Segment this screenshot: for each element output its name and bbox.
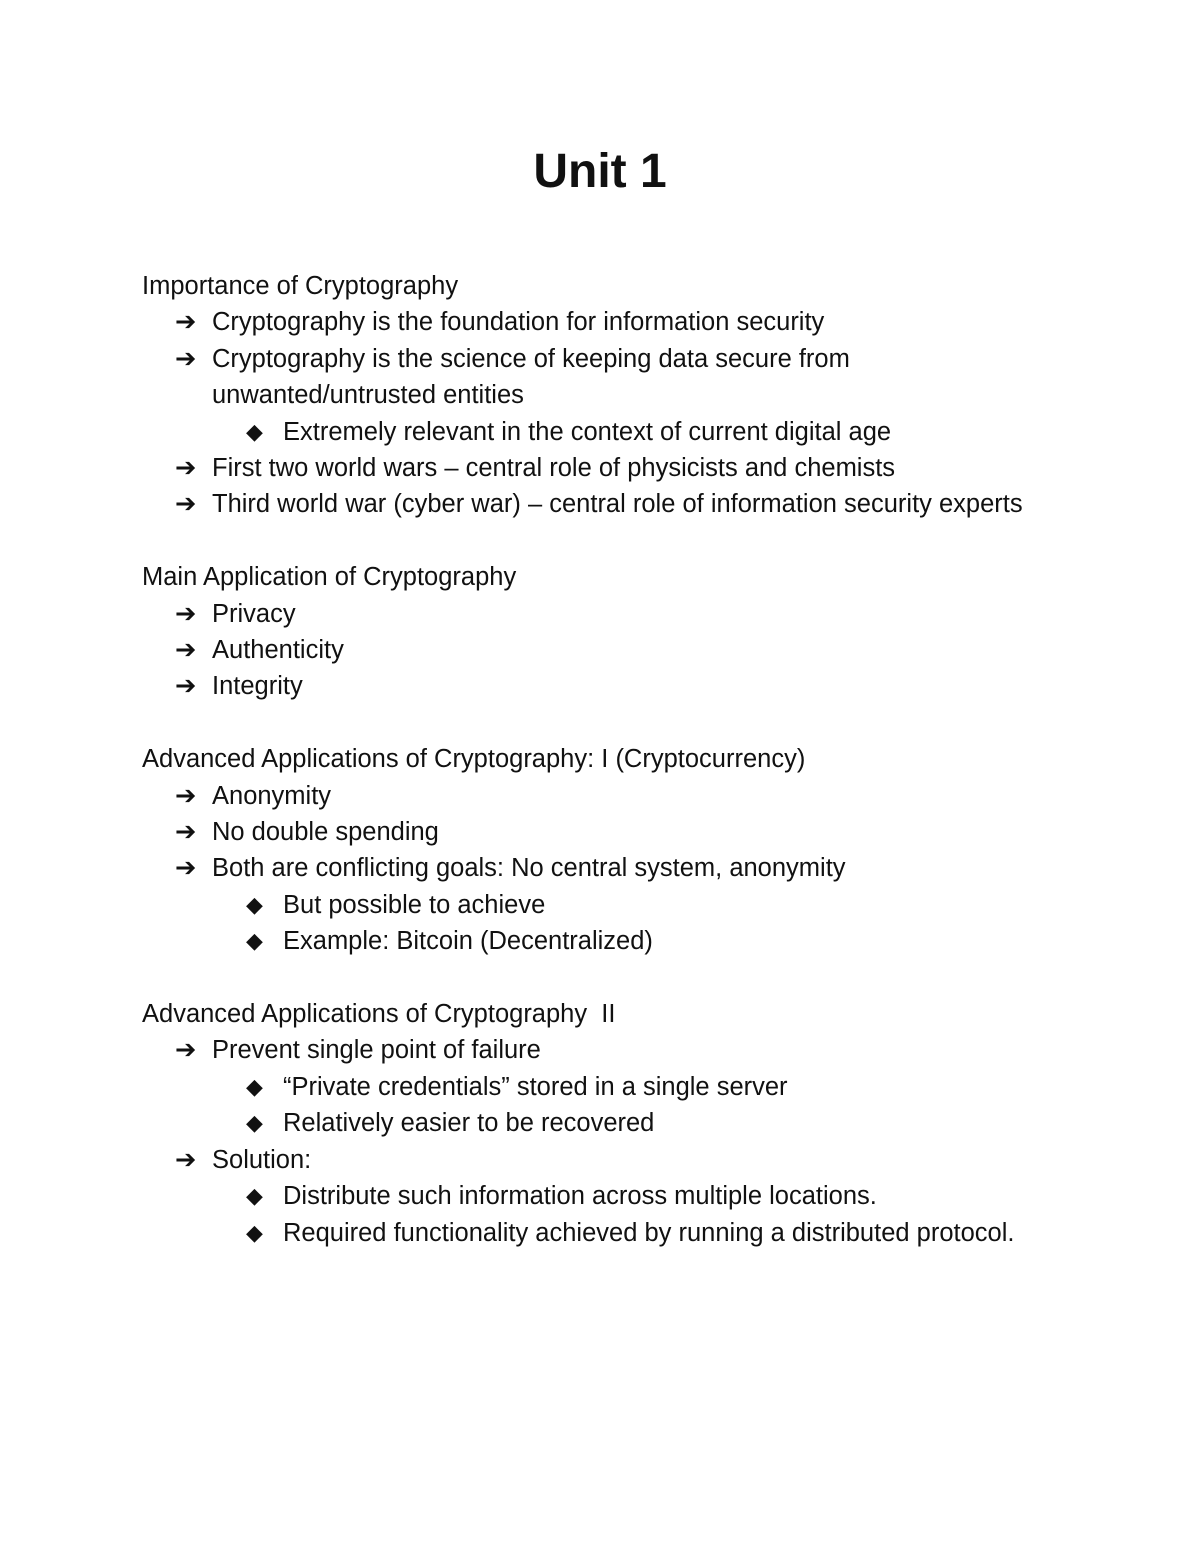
diamond-bullet-icon: ◆ (246, 1110, 263, 1136)
list-item (142, 668, 1062, 704)
list-item (142, 778, 1062, 814)
bullet-list (142, 778, 1062, 960)
list-item (142, 450, 1062, 486)
diamond-bullet-icon: ◆ (246, 891, 263, 917)
diamond-bullet-icon: ◆ (246, 1219, 263, 1245)
section-advanced-applications-1 (142, 741, 1062, 959)
section-heading: Main Application of Cryptography (142, 563, 517, 592)
list-item (142, 1178, 1062, 1214)
list-item-text: Distribute such information across multiple locations. (283, 1182, 877, 1211)
list-item (142, 1105, 1062, 1141)
list-item (142, 1032, 1062, 1068)
bullet-list (142, 596, 1062, 705)
diamond-bullet-icon: ◆ (246, 1073, 263, 1099)
list-item-text: Authenticity (212, 636, 344, 665)
diamond-bullet-icon: ◆ (246, 1183, 263, 1209)
arrow-bullet-icon: ➔ (175, 1145, 197, 1174)
arrow-bullet-icon: ➔ (175, 599, 197, 628)
diamond-bullet-icon: ◆ (246, 418, 263, 444)
list-item-text: Anonymity (212, 781, 332, 810)
arrow-bullet-icon: ➔ (175, 308, 197, 337)
section-heading: Importance of Cryptography (142, 272, 459, 300)
section-main-application (142, 559, 1062, 705)
list-item-text: Cryptography is the foundation for information security (212, 308, 825, 337)
list-item-text: “Private credentials” stored in a single server (283, 1072, 788, 1101)
list-item-text: Required functionality achieved by running a distributed protocol. (283, 1218, 1015, 1247)
list-item-text: First two world wars – central role of physicists and chemists (212, 454, 896, 483)
list-item-text: Prevent single point of failure (212, 1036, 541, 1065)
list-item (142, 632, 1062, 668)
list-item-text: Cryptography is the science of keeping data secure from unwanted/untrusted entities (212, 344, 850, 410)
arrow-bullet-icon: ➔ (175, 1036, 197, 1065)
list-item-text: Example: Bitcoin (Decentralized) (283, 927, 653, 956)
list-item (142, 850, 1062, 886)
bullet-list (142, 304, 1062, 522)
list-item-text: Privacy (212, 599, 296, 628)
list-item (142, 1069, 1062, 1105)
list-item (142, 923, 1062, 959)
arrow-bullet-icon: ➔ (175, 818, 197, 847)
arrow-bullet-icon: ➔ (175, 854, 197, 883)
list-item (142, 1215, 1062, 1251)
arrow-bullet-icon: ➔ (175, 490, 197, 519)
list-item-text: But possible to achieve (283, 890, 546, 919)
section-heading: Advanced Applications of Cryptography: I (Cryptocurrency) (142, 745, 806, 774)
list-item (142, 887, 1062, 923)
list-item-text: Relatively easier to be recovered (283, 1109, 655, 1138)
list-item (142, 814, 1062, 850)
list-item (142, 341, 1062, 414)
section-advanced-applications-2 (142, 996, 1062, 1251)
list-item-text: Solution: (212, 1145, 312, 1174)
list-item (142, 304, 1062, 340)
list-item-text: Integrity (212, 672, 303, 701)
arrow-bullet-icon: ➔ (175, 454, 197, 483)
list-item (142, 414, 1062, 450)
section-heading: Advanced Applications of Cryptography II (142, 1000, 616, 1029)
list-item-text: Extremely relevant in the context of current digital age (283, 417, 892, 446)
section-importance (142, 268, 1062, 523)
list-item (142, 1142, 1062, 1178)
arrow-bullet-icon: ➔ (175, 672, 197, 701)
document-body (142, 268, 1062, 1287)
arrow-bullet-icon: ➔ (175, 636, 197, 665)
list-item (142, 486, 1062, 522)
page-title: Unit 1 (533, 145, 667, 198)
list-item-text: Both are conflicting goals: No central system, anonymity (212, 854, 846, 883)
diamond-bullet-icon: ◆ (246, 928, 263, 954)
arrow-bullet-icon: ➔ (175, 344, 197, 373)
list-item-text: No double spending (212, 818, 439, 847)
list-item-text: Third world war (cyber war) – central role of information security experts (212, 490, 1023, 519)
list-item (142, 596, 1062, 632)
arrow-bullet-icon: ➔ (175, 781, 197, 810)
bullet-list (142, 1032, 1062, 1250)
